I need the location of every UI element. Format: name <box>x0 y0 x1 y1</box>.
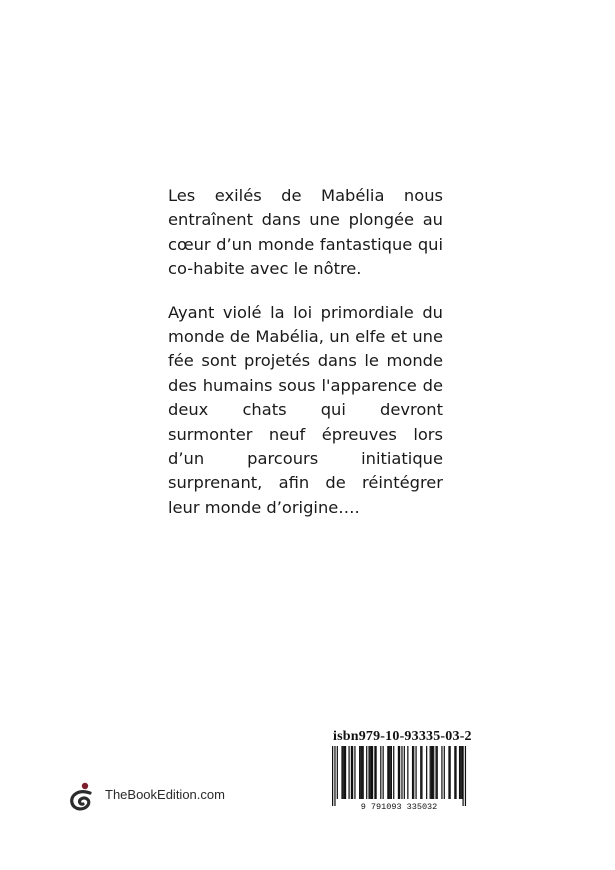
barcode-bar <box>404 746 405 799</box>
back-cover-blurb <box>168 184 443 539</box>
barcode-bar <box>460 746 461 799</box>
barcode-bar <box>334 746 335 806</box>
barcode-bar <box>432 746 433 799</box>
barcode-bar <box>371 746 372 799</box>
barcode-bar <box>366 746 367 799</box>
barcode-bar <box>341 746 342 799</box>
publisher-name: TheBookEdition.com <box>105 787 225 802</box>
barcode-bar <box>391 746 392 799</box>
barcode-bar <box>393 746 394 799</box>
barcode-bar <box>359 746 360 799</box>
barcode-bar <box>461 746 462 799</box>
barcode-bar <box>398 746 399 799</box>
barcode-bar <box>465 746 466 806</box>
barcode-bar <box>433 746 434 799</box>
barcode-bar <box>344 746 345 799</box>
barcode-bar <box>462 746 463 806</box>
barcode-bar <box>351 746 352 799</box>
barcode-bar <box>407 746 408 799</box>
barcode-bar <box>354 746 355 799</box>
barcode-bar <box>390 746 391 799</box>
barcode-bar <box>375 746 376 799</box>
barcode-bar <box>383 746 384 799</box>
barcode-bar <box>388 746 389 799</box>
barcode-bar <box>426 746 427 799</box>
barcode-bar <box>343 746 344 799</box>
isbn-label: isbn979-10-93335-03-2 <box>333 729 472 744</box>
barcode-bar <box>455 746 456 799</box>
barcode-bar <box>368 746 369 799</box>
barcode-bar <box>387 746 388 799</box>
barcode-bar <box>345 746 346 799</box>
barcode-bar <box>459 746 460 799</box>
barcode-digits: 9 791093 335032 <box>360 802 438 811</box>
barcode-bar <box>363 746 364 799</box>
blurb-paragraph-2: Ayant violé la loi primordiale du monde de Mabélia, un elfe et une fée sont projetés dans le monde des humains sous l'apparence de deux chats qui devront surmonter neuf épreuves lors d’un parcours initiatique surprenant, afin de réintégrer leur monde d’origine…. <box>168 302 443 517</box>
barcode-bar <box>450 746 451 799</box>
barcode-bar <box>361 746 362 799</box>
isbn-barcode <box>328 746 470 811</box>
barcode-bar <box>444 746 445 799</box>
barcode-bar <box>360 746 361 799</box>
barcode-bar <box>399 746 400 799</box>
blurb-paragraph-1: Les exilés de Mabélia nous entraînent dans une plongée au cœur d’un monde fantastique qui co-habite avec le nôtre. <box>168 186 443 279</box>
barcode-bar <box>337 746 338 799</box>
barcode-bar <box>430 746 431 799</box>
barcode-bar <box>421 746 422 799</box>
barcode-bar <box>435 746 436 799</box>
barcode-bar <box>332 746 333 806</box>
barcode-bar <box>370 746 371 799</box>
thebookedition-logo-icon <box>66 780 100 814</box>
barcode-bar <box>401 746 402 799</box>
barcode-bar <box>420 746 421 799</box>
barcode-bar <box>348 746 349 799</box>
barcode-bar <box>437 746 438 799</box>
barcode-bar <box>413 746 414 799</box>
barcode-bar <box>441 746 442 799</box>
barcode-bar <box>352 746 353 799</box>
barcode-bar <box>431 746 432 799</box>
barcode-bar <box>415 746 416 799</box>
barcode-bar <box>454 746 455 799</box>
barcode-bar <box>380 746 381 799</box>
barcode-bar <box>448 746 449 799</box>
barcode-bar <box>412 746 413 799</box>
barcode-bar <box>372 746 373 799</box>
barcode-bar <box>374 746 375 799</box>
barcode-bars <box>332 746 466 806</box>
